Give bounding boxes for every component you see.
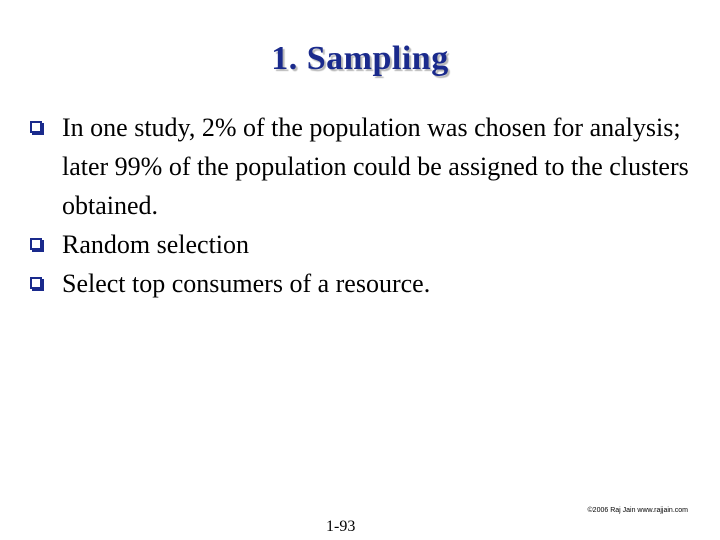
bullet-text: In one study, 2% of the population was chosen for analysis; later 99% of the population could be assigned to the clusters obtained.: [62, 113, 689, 220]
copyright-footer: ©2006 Raj Jain www.rajjain.com: [587, 507, 688, 514]
bullet-text: Select top consumers of a resource.: [62, 269, 431, 298]
bullet-text: Random selection: [62, 230, 250, 259]
bullet-list: [30, 108, 690, 303]
square-bullet-icon: [30, 121, 42, 133]
page-number: 1-93: [326, 518, 356, 535]
bullet-item: [30, 108, 690, 225]
bullet-item: [30, 264, 690, 303]
square-bullet-icon: [30, 277, 42, 289]
square-bullet-icon: [30, 238, 42, 250]
slide-title: 1. Sampling: [271, 40, 449, 77]
bullet-item: [30, 225, 690, 264]
